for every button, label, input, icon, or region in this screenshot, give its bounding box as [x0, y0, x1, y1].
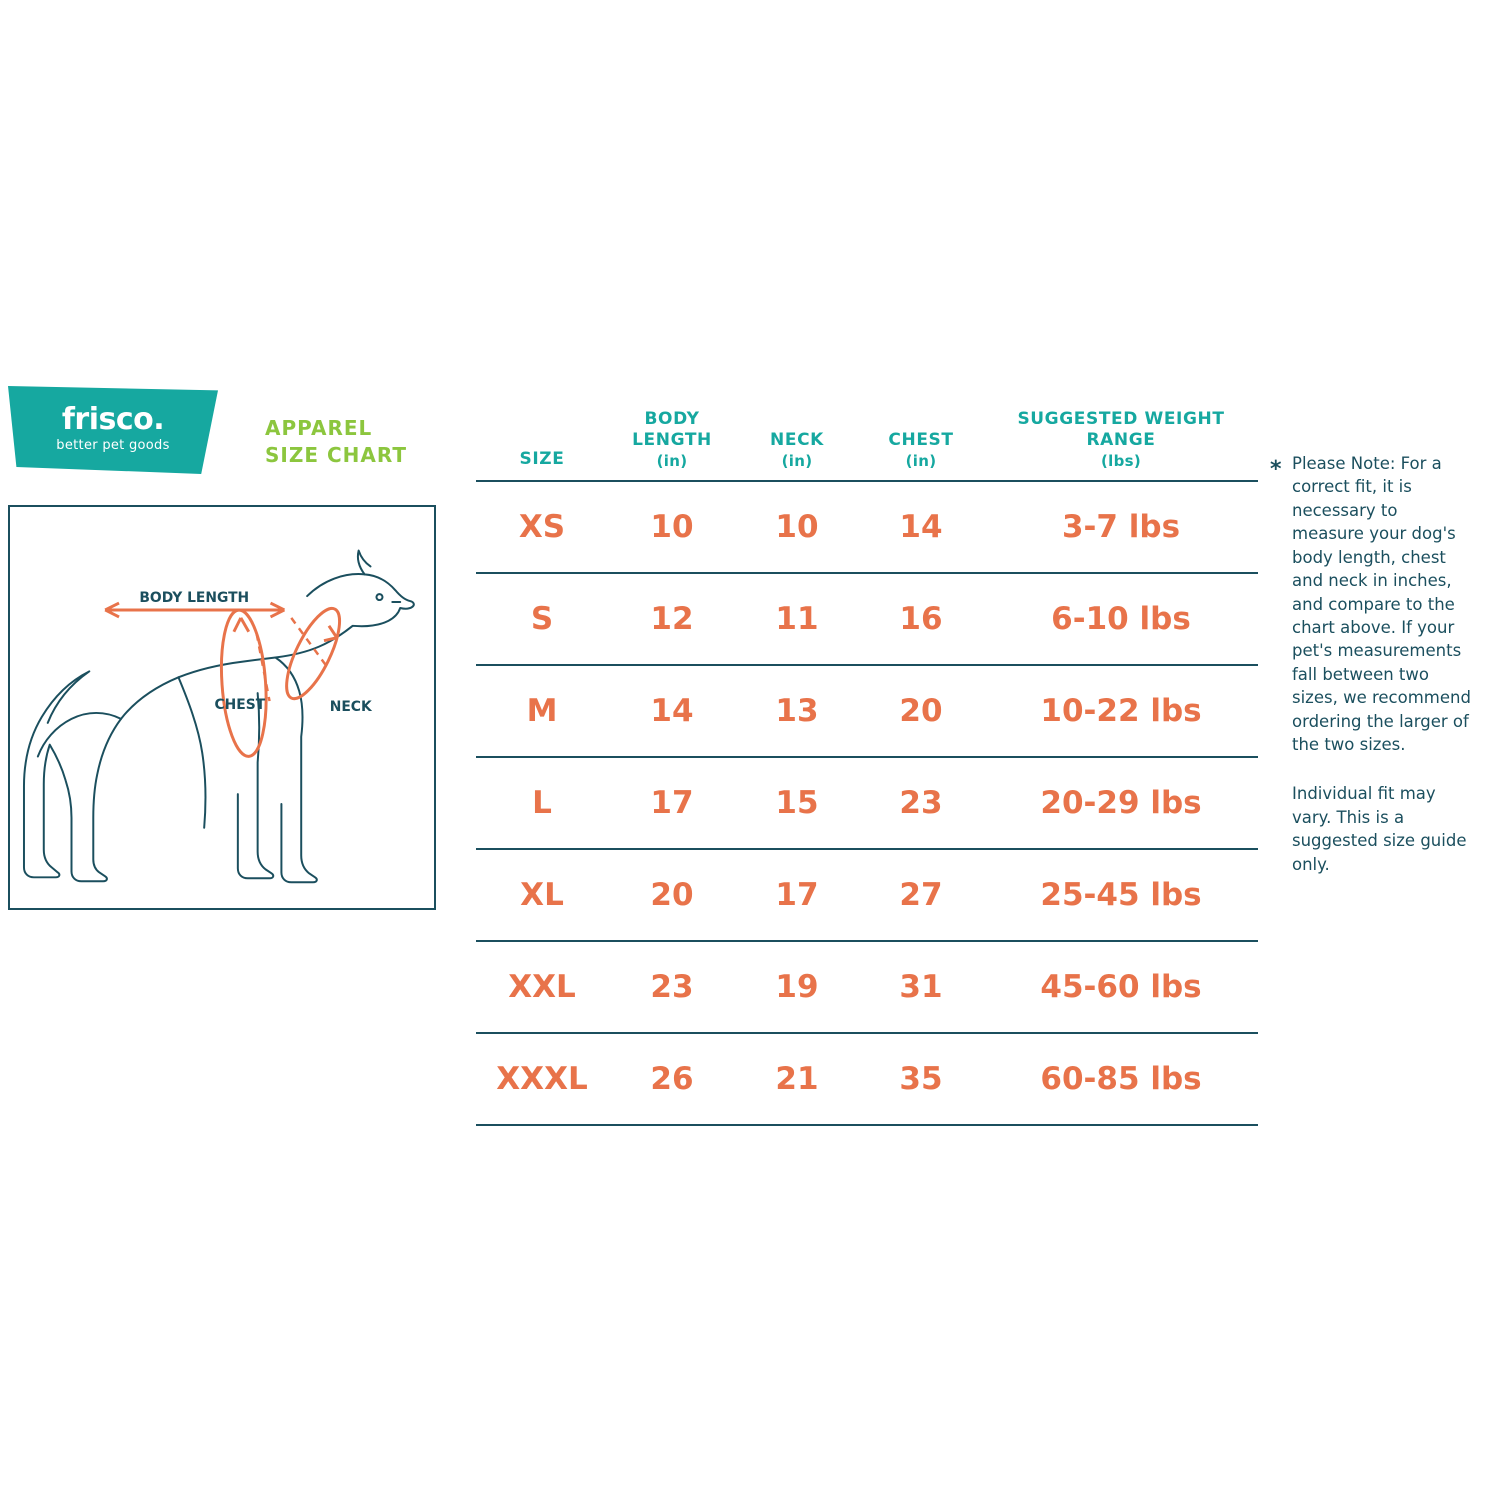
col-header-neck-label: NECK — [770, 430, 824, 451]
cell-weight: 3-7 lbs — [984, 481, 1258, 573]
chest-measure-ellipse — [217, 609, 271, 758]
cell-chest: 35 — [858, 1033, 984, 1125]
cell-body-length: 26 — [608, 1033, 736, 1125]
page-title-line2: SIZE CHART — [265, 443, 408, 467]
note-paragraph-1: Please Note: For a correct fit, it is necessary to measure your dog's body length, chest and neck in inches, and compare to the chart above. If your pet's measurements fall between two sizes, we recommend ordering the larger of the two sizes. — [1292, 454, 1471, 755]
cell-weight: 60-85 lbs — [984, 1033, 1258, 1125]
size-table-wrap — [476, 408, 1258, 1126]
cell-chest: 16 — [858, 573, 984, 665]
cell-weight: 25-45 lbs — [984, 849, 1258, 941]
cell-size: XS — [476, 481, 608, 573]
body-length-label: BODY LENGTH — [139, 590, 250, 607]
note-body — [1282, 452, 1472, 876]
cell-body-length: 17 — [608, 757, 736, 849]
size-table — [476, 408, 1258, 1126]
cell-size: M — [476, 665, 608, 757]
table-row — [476, 757, 1258, 849]
size-table-head — [476, 408, 1258, 481]
col-header-weight — [984, 408, 1258, 481]
page-title — [265, 415, 445, 469]
table-row — [476, 573, 1258, 665]
cell-neck: 21 — [736, 1033, 858, 1125]
cell-size: L — [476, 757, 608, 849]
cell-size: XXXL — [476, 1033, 608, 1125]
cell-body-length: 23 — [608, 941, 736, 1033]
cell-neck: 17 — [736, 849, 858, 941]
page-title-line1: APPAREL — [265, 416, 373, 440]
cell-chest: 31 — [858, 941, 984, 1033]
cell-body-length: 20 — [608, 849, 736, 941]
chest-label: CHEST — [214, 696, 266, 713]
table-row — [476, 1033, 1258, 1125]
note-paragraph-2: Individual fit may vary. This is a suggested size guide only. — [1292, 784, 1467, 874]
col-header-size-label: SIZE — [519, 449, 565, 469]
cell-neck: 19 — [736, 941, 858, 1033]
table-row — [476, 481, 1258, 573]
col-header-body-length-label: BODY LENGTH — [632, 409, 712, 451]
cell-neck: 11 — [736, 573, 858, 665]
cell-size: XXL — [476, 941, 608, 1033]
cell-size: S — [476, 573, 608, 665]
cell-chest: 23 — [858, 757, 984, 849]
cell-weight: 45-60 lbs — [984, 941, 1258, 1033]
table-row — [476, 849, 1258, 941]
col-header-chest-unit: (in) — [905, 451, 937, 470]
col-header-size — [476, 408, 608, 481]
col-header-chest — [858, 408, 984, 481]
neck-measure-ellipse — [276, 602, 350, 706]
cell-body-length: 12 — [608, 573, 736, 665]
size-table-body — [476, 481, 1258, 1125]
col-header-weight-label: SUGGESTED WEIGHT RANGE — [1017, 409, 1225, 451]
cell-weight: 10-22 lbs — [984, 665, 1258, 757]
cell-neck: 10 — [736, 481, 858, 573]
cell-chest: 20 — [858, 665, 984, 757]
size-note — [1270, 452, 1472, 876]
brand-tagline: better pet goods — [56, 438, 170, 453]
cell-neck: 15 — [736, 757, 858, 849]
measurement-diagram — [8, 505, 436, 910]
col-header-body-length — [608, 408, 736, 481]
table-row — [476, 665, 1258, 757]
col-header-neck-unit: (in) — [781, 451, 813, 470]
col-header-weight-unit: (lbs) — [1100, 451, 1142, 470]
cell-chest: 14 — [858, 481, 984, 573]
col-header-chest-label: CHEST — [888, 430, 954, 451]
cell-size: XL — [476, 849, 608, 941]
table-row — [476, 941, 1258, 1033]
cell-body-length: 10 — [608, 481, 736, 573]
dog-diagram-svg — [10, 507, 434, 908]
brand-logo — [8, 386, 218, 474]
col-header-neck — [736, 408, 858, 481]
cell-chest: 27 — [858, 849, 984, 941]
cell-weight: 20-29 lbs — [984, 757, 1258, 849]
note-asterisk: * — [1270, 457, 1282, 482]
cell-weight: 6-10 lbs — [984, 573, 1258, 665]
table-header-row — [476, 408, 1258, 481]
col-header-body-length-unit: (in) — [656, 451, 688, 470]
brand-name: frisco. — [61, 402, 165, 437]
cell-body-length: 14 — [608, 665, 736, 757]
cell-neck: 13 — [736, 665, 858, 757]
neck-label: NECK — [329, 698, 372, 715]
